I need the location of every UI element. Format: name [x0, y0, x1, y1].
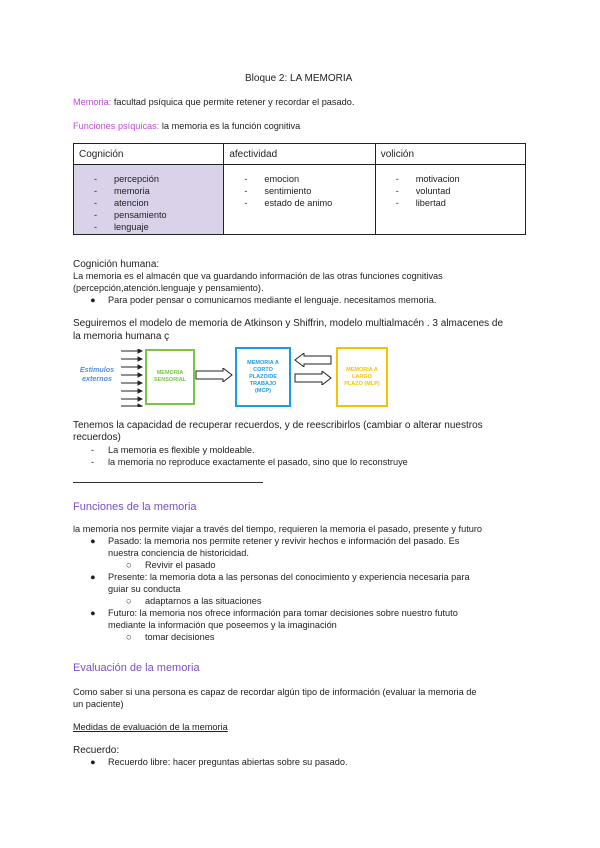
- bullet-icon: ●: [90, 536, 96, 546]
- box-memoria-sensorial: MEMORIA SENSORIAL: [145, 349, 195, 405]
- modelo-line-2: la memoria humana ç: [73, 331, 170, 342]
- bullet-icon: ●: [90, 757, 96, 767]
- list-item: - sentimiento: [244, 186, 312, 196]
- dash-icon: -: [91, 457, 95, 467]
- funciones-psiquicas: [73, 120, 300, 132]
- futuro-line-2: mediante la información que poseemos y la imaginación: [108, 620, 337, 630]
- bullet-icon: ●: [90, 608, 96, 618]
- bullet-icon: ●: [90, 295, 96, 305]
- pasado-sub: Revivir el pasado: [145, 560, 216, 570]
- double-arrow-right-icon: [294, 371, 332, 385]
- cell-volicion: [375, 165, 525, 235]
- presente-line-1: Presente: la memoria dota a las personas del conocimiento y experiencia necesaria para: [108, 572, 470, 582]
- stimulus-arrows-icon: [121, 349, 143, 407]
- divider: [73, 482, 263, 483]
- box-memoria-largo-plazo: MEMORIA A LARGO PLAZO (MLP): [336, 347, 388, 407]
- recuperar-item-2: la memoria no reproduce exactamente el pasado, sino que lo reconstruye: [108, 457, 408, 467]
- futuro-line-1: Futuro: la memoria nos ofrece información para tomar decisiones sobre nuestro fututo: [108, 608, 458, 618]
- funciones-memoria-heading: Funciones de la memoria: [73, 501, 197, 513]
- table-body-row: [74, 165, 526, 235]
- list-item: - libertad: [395, 198, 446, 208]
- list-item: - lenguaje: [94, 222, 149, 232]
- list-item: - memoria: [94, 186, 150, 196]
- list-item: - voluntad: [395, 186, 451, 196]
- recuerdo-heading: Recuerdo:: [73, 745, 120, 756]
- double-arrow-right-icon: [195, 368, 233, 382]
- modelo-line-1: Seguiremos el modelo de memoria de Atkinson y Shiffrin, modelo multialmacén . 3 almacenes de: [73, 318, 504, 329]
- cell-cognicion: [74, 165, 224, 235]
- circle-bullet-icon: ○: [126, 632, 132, 642]
- funciones-intro: la memoria nos permite viajar a través del tiempo, requieren la memoria el pasado, presente y futuro: [73, 524, 483, 534]
- table-header-row: [74, 144, 526, 165]
- circle-bullet-icon: ○: [126, 596, 132, 606]
- list-item: - motivacion: [395, 174, 460, 184]
- evaluacion-heading: Evaluación de la memoria: [73, 662, 200, 674]
- pasado-line-2: nuestra conciencia de historicidad.: [108, 548, 249, 558]
- page-title: Bloque 2: LA MEMORIA: [245, 73, 353, 84]
- cognicion-humana-heading: Cognición humana:: [73, 259, 160, 270]
- list-item: - atencion: [94, 198, 149, 208]
- list-item: - estado de animo: [244, 198, 333, 208]
- pasado-line-1: Pasado: la memoria nos permite retener y revivir hechos e información del pasado. Es: [108, 536, 460, 546]
- header-cognicion: Cognición: [74, 144, 224, 165]
- double-arrow-left-icon: [294, 353, 332, 367]
- list-item: - percepción: [94, 174, 159, 184]
- recuerdo-libre: Recuerdo libre: hacer preguntas abiertas sobre su pasado.: [108, 757, 348, 767]
- evaluacion-line-1: Como saber si una persona es capaz de recordar algún tipo de información (evaluar la memoria de: [73, 687, 477, 697]
- cognicion-bullet: Para poder pensar o comunicarnos mediante el lenguaje. necesitamos memoria.: [108, 295, 437, 305]
- cognicion-line-1: La memoria es el almacén que va guardando información de las otras funciones cognitivas: [73, 271, 443, 281]
- box-memoria-corto-plazo: MEMORIA A CORTO PLAZO/DE TRABAJO (MCP): [235, 347, 291, 407]
- medidas-heading: Medidas de evaluación de la memoria: [73, 722, 228, 732]
- funciones-psiquicas-label: Funciones psíquicas:: [73, 121, 160, 131]
- memoria-text: facultad psíquica que permite retener y recordar el pasado.: [111, 97, 355, 107]
- list-item: - pensamiento: [94, 210, 167, 220]
- bullet-icon: ●: [90, 572, 96, 582]
- list-item: - emocion: [244, 174, 300, 184]
- evaluacion-line-2: un paciente): [73, 699, 124, 709]
- header-afectividad: afectividad: [224, 144, 375, 165]
- circle-bullet-icon: ○: [126, 560, 132, 570]
- dash-icon: -: [91, 445, 95, 455]
- recuperar-item-1: La memoria es flexible y moldeable.: [108, 445, 255, 455]
- memory-model-diagram: [73, 349, 383, 407]
- memoria-label: Memoria:: [73, 97, 112, 107]
- header-volicion: volición: [375, 144, 525, 165]
- presente-line-2: guiar su conducta: [108, 584, 181, 594]
- cognicion-line-2: (percepción,atención.lenguaje y pensamiento).: [73, 283, 264, 293]
- cell-afectividad: [224, 165, 375, 235]
- memoria-definition: [73, 96, 354, 108]
- recuperar-line-2: recuerdos): [73, 432, 121, 443]
- functions-table: [73, 143, 526, 235]
- presente-sub: adaptarnos a las situaciones: [145, 596, 262, 606]
- recuperar-line-1: Tenemos la capacidad de recuperar recuerdos, y de reescribirlos (cambiar o alterar nuestros: [73, 420, 483, 431]
- estimulos-label: Estimulos externos: [79, 365, 115, 383]
- funciones-psiquicas-text: la memoria es la función cognitiva: [159, 121, 301, 131]
- futuro-sub: tomar decisiones: [145, 632, 215, 642]
